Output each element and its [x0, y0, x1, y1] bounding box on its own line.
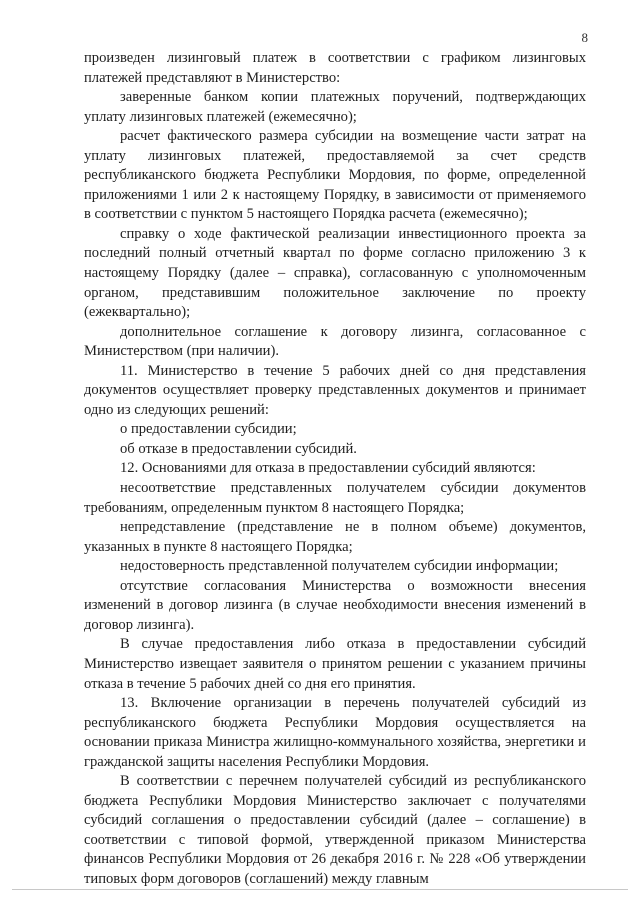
paragraph-11: непредставление (представление не в полном объеме) документов, указанных в пункте 8 настоящего Порядка; [84, 519, 586, 555]
paragraph-5: дополнительное соглашение к договору лизинга, согласованное с Министерством (при наличии). [84, 323, 586, 360]
scan-bottom-edge [12, 889, 628, 890]
paragraph-3: расчет фактического размера субсидии на возмещение части затрат на уплату лизинговых платежей, предоставляемой за счет средств республиканского бюджета Республики Мордовия, по форме, определенной приложениями 1 или 2 к настоящему Порядку, в зависимости от применяемого в соответствии с пунктом 5 настоящего Порядка расчета (ежемесячно); [84, 128, 586, 223]
page-number: 8 [581, 30, 588, 45]
paragraph-12: недостоверность представленной получателем субсидии информации; [120, 558, 559, 575]
paragraph-10: несоответствие представленных получателем субсидии документов требованиям, определенным пунктом 8 настоящего Порядка; [84, 480, 586, 516]
paragraph-13: отсутствие согласования Министерства о возможности внесения изменений в договор лизинга (в случае необходимости внесения изменений в договор лизинга). [84, 577, 586, 633]
document-body [84, 49, 586, 890]
paragraph-6: 11. Министерство в течение 5 рабочих дней со дня представления документов осуществляет проверку представленных документов и принимает одно из следующих решений: [84, 362, 586, 418]
paragraph-1: произведен лизинговый платеж в соответствии с графиком лизинговых платежей представляют в Министерство: [84, 50, 586, 86]
paragraph-7: о предоставлении субсидии; [120, 421, 297, 438]
paragraph-4: справку о ходе фактической реализации инвестиционного проекта за последний полный отчетный квартал по форме согласно приложению 3 к настоящему Порядку (далее – справка), согласованную с уполномоченным органом, представившим положительное заключение по проекту (ежеквартально); [84, 225, 586, 321]
paragraph-8: об отказе в предоставлении субсидий. [120, 440, 357, 457]
paragraph-9: 12. Основаниями для отказа в предоставлении субсидий являются: [120, 460, 536, 477]
paragraph-16: В соответствии с перечнем получателей субсидий из республиканского бюджета Республики Мордовия Министерство заключает с получателями субсидий соглашения о предоставлении субсидий (далее – соглашение) в соответствии с типовой формой, утвержденной приказом Министерства финансов Республики Мордовия от 26 декабря 2016 г. № 228 «Об утверждении типовых форм договоров (соглашений) между главным [84, 773, 586, 887]
paragraph-2: заверенные банком копии платежных поручений, подтверждающих уплату лизинговых платежей (ежемесячно); [84, 89, 586, 125]
paragraph-15: 13. Включение организации в перечень получателей субсидий из республиканского бюджета Республики Мордовия осуществляется на основании приказа Министра жилищно-коммунального хозяйства, энергетики и гражданской защиты населения Республики Мордовия. [84, 695, 586, 770]
paragraph-14: В случае предоставления либо отказа в предоставлении субсидий Министерство извещает заявителя о принятом решении с указанием причины отказа в течение 5 рабочих дней со дня его принятия. [84, 636, 586, 692]
